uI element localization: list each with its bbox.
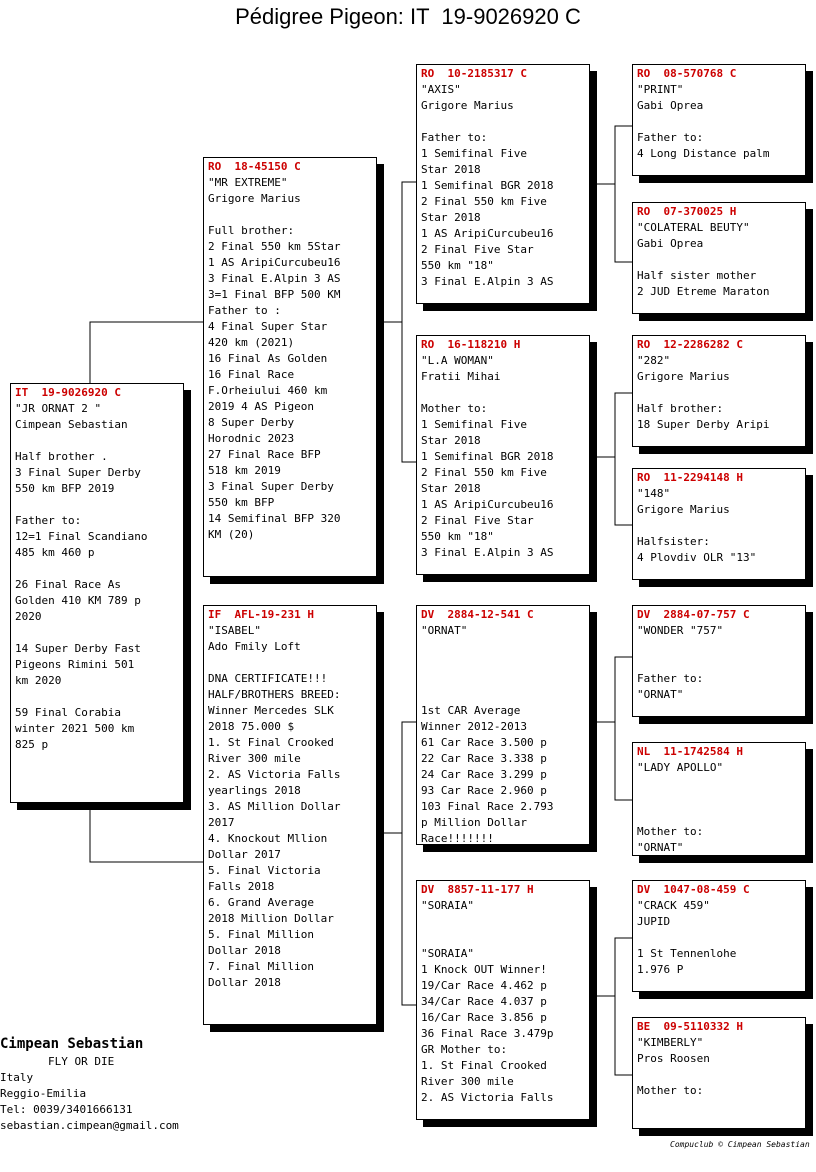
- pigeon-detail-line: [637, 252, 801, 268]
- pigeon-detail-line: [421, 930, 585, 946]
- pigeon-detail-line: 3 Final E.Alpin 3 AS: [208, 272, 341, 285]
- pigeon-details: [15, 401, 179, 753]
- pigeon-detail-line: [637, 930, 801, 946]
- pigeon-detail-line: 2. AS Victoria Falls: [421, 1091, 554, 1104]
- pigeon-detail-line: [421, 639, 585, 655]
- pigeon-detail-line: [637, 518, 801, 534]
- pigeon-detail-line: 3 Final E.Alpin 3 AS: [421, 275, 554, 288]
- pigeon-detail-line: 3 Final E.Alpin 3 AS: [421, 546, 554, 559]
- pigeon-detail-line: 93 Car Race 2.960 p: [421, 784, 547, 797]
- pigeon-detail-line: Gabi Oprea: [637, 237, 704, 250]
- pigeon-detail-line: 1. St Final Crooked: [208, 736, 334, 749]
- pigeon-details: [637, 898, 801, 978]
- pigeon-detail-line: Star 2018: [421, 163, 481, 176]
- pigeon-detail-line: 4 Long Distance palm: [637, 147, 770, 160]
- pigeon-details: [637, 82, 801, 162]
- pigeon-detail-line: Father to:: [637, 131, 704, 144]
- pigeon-card-dam-dam: [416, 880, 590, 1120]
- pigeon-details: [637, 353, 801, 433]
- pigeon-detail-line: 26 Final Race As: [15, 578, 121, 591]
- pigeon-details: [637, 486, 801, 566]
- breeder-name: Cimpean Sebastian: [0, 1036, 144, 1052]
- pigeon-detail-line: [421, 687, 585, 703]
- pigeon-detail-line: "WONDER "757": [637, 624, 724, 637]
- pigeon-details: [421, 898, 585, 1106]
- ring-number: RO 10-2185317 C: [421, 67, 527, 80]
- pigeon-detail-line: "AXIS": [421, 83, 461, 96]
- pigeon-detail-line: 6. Grand Average: [208, 896, 314, 909]
- pigeon-detail-line: Father to:: [421, 131, 488, 144]
- pigeon-detail-line: Mother to:: [637, 1084, 704, 1097]
- pigeon-detail-line: 5. Final Victoria: [208, 864, 321, 877]
- pigeon-detail-line: 103 Final Race 2.793: [421, 800, 554, 813]
- pigeon-detail-line: [421, 914, 585, 930]
- ring-number: DV 2884-12-541 C: [421, 608, 534, 621]
- pigeon-card-sire-sire: [416, 64, 590, 304]
- pigeon-detail-line: DNA CERTIFICATE!!!: [208, 672, 328, 685]
- pigeon-detail-line: 4 Plovdiv OLR "13": [637, 551, 757, 564]
- pigeon-detail-line: 2018 75.000 $: [208, 720, 295, 733]
- pigeon-detail-line: km 2020: [15, 674, 62, 687]
- pigeon-detail-line: [637, 792, 801, 808]
- pigeon-card-sire-sire-dam: [632, 202, 806, 314]
- pigeon-detail-line: Grigore Marius: [208, 192, 301, 205]
- pigeon-detail-line: 1. St Final Crooked: [421, 1059, 547, 1072]
- pigeon-detail-line: 1 St Tennenlohe: [637, 947, 737, 960]
- pigeon-detail-line: "148": [637, 487, 671, 500]
- pigeon-detail-line: Pros Roosen: [637, 1052, 710, 1065]
- pigeon-detail-line: KM (20): [208, 528, 255, 541]
- ring-number: DV 8857-11-177 H: [421, 883, 534, 896]
- pigeon-detail-line: Falls 2018: [208, 880, 275, 893]
- pigeon-detail-line: "JR ORNAT 2 ": [15, 402, 102, 415]
- pigeon-detail-line: 2 Final Five Star: [421, 514, 534, 527]
- pigeon-detail-line: [208, 655, 372, 671]
- pigeon-detail-line: 59 Final Corabia: [15, 706, 121, 719]
- pigeon-detail-line: p Million Dollar: [421, 816, 527, 829]
- ring-number: RO 11-2294148 H: [637, 471, 743, 484]
- pigeon-detail-line: 1 Knock OUT Winner!: [421, 963, 547, 976]
- pigeon-detail-line: 550 km "18": [421, 530, 494, 543]
- pigeon-detail-line: GR Mother to:: [421, 1043, 508, 1056]
- pigeon-detail-line: 2018 Million Dollar: [208, 912, 334, 925]
- pigeon-detail-line: 518 km 2019: [208, 464, 281, 477]
- pigeon-details: [637, 220, 801, 300]
- pigeon-detail-line: Dollar 2017: [208, 848, 281, 861]
- pigeon-detail-line: Father to:: [637, 672, 704, 685]
- pigeon-detail-line: Golden 410 KM 789 p: [15, 594, 141, 607]
- pigeon-detail-line: Dollar 2018: [208, 944, 281, 957]
- pigeon-detail-line: Mother to:: [421, 402, 488, 415]
- ring-number: IF AFL-19-231 H: [208, 608, 314, 621]
- pigeon-detail-line: "ORNAT": [637, 841, 684, 854]
- pigeon-detail-line: 1 Semifinal Five: [421, 147, 527, 160]
- pigeon-card-sire-dam-dam: [632, 468, 806, 580]
- pigeon-details: [637, 623, 801, 703]
- pigeon-detail-line: Cimpean Sebastian: [15, 418, 128, 431]
- pigeon-detail-line: 2 Final 550 km Five: [421, 466, 547, 479]
- pigeon-detail-line: 3. AS Million Dollar: [208, 800, 341, 813]
- pigeon-detail-line: [421, 114, 585, 130]
- pigeon-detail-line: 5. Final Million: [208, 928, 314, 941]
- pigeon-card-dam-sire-sire: [632, 605, 806, 717]
- pigeon-detail-line: 16/Car Race 3.856 p: [421, 1011, 547, 1024]
- pigeon-detail-line: winter 2021 500 km: [15, 722, 135, 735]
- pigeon-detail-line: 2 Final 550 km 5Star: [208, 240, 341, 253]
- pigeon-detail-line: Grigore Marius: [421, 99, 514, 112]
- pigeon-detail-line: 1 Semifinal BGR 2018: [421, 179, 554, 192]
- pigeon-detail-line: 1 AS AripiCurcubeu16: [421, 498, 554, 511]
- pigeon-detail-line: 1 AS AripiCurcubeu16: [208, 256, 341, 269]
- pigeon-detail-line: 2 JUD Etreme Maraton: [637, 285, 770, 298]
- pigeon-card-sire-dam-sire: [632, 335, 806, 447]
- pigeon-detail-line: Star 2018: [421, 211, 481, 224]
- pigeon-detail-line: [15, 433, 179, 449]
- pigeon-detail-line: 2017: [208, 816, 235, 829]
- pigeon-detail-line: 1 AS AripiCurcubeu16: [421, 227, 554, 240]
- pigeon-detail-line: [15, 689, 179, 705]
- pigeon-detail-line: "ORNAT": [637, 688, 684, 701]
- pigeon-detail-line: 18 Super Derby Aripi: [637, 418, 770, 431]
- pigeon-detail-line: [637, 776, 801, 792]
- pigeon-detail-line: yearlings 2018: [208, 784, 301, 797]
- breeder-phone: Tel: 0039/3401666131: [0, 1103, 133, 1116]
- pigeon-card-dam-sire: [416, 605, 590, 845]
- pigeon-detail-line: Half brother .: [15, 450, 108, 463]
- breeder-email: sebastian.cimpean@gmail.com: [0, 1119, 179, 1132]
- pigeon-detail-line: 16 Final As Golden: [208, 352, 328, 365]
- pigeon-detail-line: 19/Car Race 4.462 p: [421, 979, 547, 992]
- pigeon-detail-line: River 300 mile: [421, 1075, 514, 1088]
- pigeon-details: [637, 1035, 801, 1099]
- ring-number: BE 09-5110332 H: [637, 1020, 743, 1033]
- pigeon-detail-line: 14 Semifinal BFP 320: [208, 512, 341, 525]
- pigeon-detail-line: "SORAIA": [421, 899, 474, 912]
- pigeon-detail-line: 8 Super Derby: [208, 416, 295, 429]
- pigeon-detail-line: 1st CAR Average: [421, 704, 521, 717]
- pigeon-details: [208, 175, 372, 543]
- pigeon-card-dam-dam-sire: [632, 880, 806, 992]
- pigeon-detail-line: 3 Final Super Derby: [208, 480, 334, 493]
- ring-number: RO 16-118210 H: [421, 338, 521, 351]
- pigeon-detail-line: "ORNAT": [421, 624, 468, 637]
- pigeon-detail-line: 4 Final Super Star: [208, 320, 328, 333]
- pigeon-detail-line: "PRINT": [637, 83, 684, 96]
- page-title: Pédigree Pigeon: IT 19-9026920 C: [235, 4, 581, 29]
- pigeon-card-dam-dam-dam: [632, 1017, 806, 1129]
- pigeon-detail-line: Full brother:: [208, 224, 295, 237]
- breeder-region: Reggio-Emilia: [0, 1087, 87, 1100]
- pigeon-detail-line: Winner Mercedes SLK: [208, 704, 334, 717]
- pigeon-detail-line: [421, 655, 585, 671]
- pigeon-detail-line: [637, 808, 801, 824]
- ring-number: RO 12-2286282 C: [637, 338, 743, 351]
- pigeon-detail-line: 4. Knockout Mllion: [208, 832, 328, 845]
- ring-number: NL 11-1742584 H: [637, 745, 743, 758]
- pigeon-detail-line: [421, 671, 585, 687]
- ring-number: DV 1047-08-459 C: [637, 883, 750, 896]
- pigeon-detail-line: 420 km (2021): [208, 336, 295, 349]
- pigeon-detail-line: "SORAIA": [421, 947, 474, 960]
- pigeon-detail-line: Grigore Marius: [637, 503, 730, 516]
- pigeon-detail-line: [637, 1067, 801, 1083]
- software-credit: Compuclub © Cimpean Sebastian: [670, 1140, 810, 1149]
- pigeon-detail-line: 485 km 460 p: [15, 546, 95, 559]
- pigeon-details: [208, 623, 372, 991]
- ring-number: IT 19-9026920 C: [15, 386, 121, 399]
- breeder-info: [0, 1034, 179, 1134]
- ring-number: RO 08-570768 C: [637, 67, 737, 80]
- pigeon-details: [421, 623, 585, 845]
- pigeon-details: [421, 353, 585, 561]
- pigeon-detail-line: 22 Car Race 3.338 p: [421, 752, 547, 765]
- pigeon-detail-line: 2 Final Five Star: [421, 243, 534, 256]
- pigeon-detail-line: 7. Final Million: [208, 960, 314, 973]
- pigeon-details: [421, 82, 585, 290]
- pigeon-detail-line: Star 2018: [421, 482, 481, 495]
- pigeon-detail-line: Horodnic 2023: [208, 432, 295, 445]
- pigeon-detail-line: 550 km "18": [421, 259, 494, 272]
- pigeon-detail-line: "LADY APOLLO": [637, 761, 724, 774]
- pigeon-detail-line: Half brother:: [637, 402, 724, 415]
- pigeon-detail-line: "ISABEL": [208, 624, 261, 637]
- pigeon-detail-line: Grigore Marius: [637, 370, 730, 383]
- pigeon-card-dam: [203, 605, 377, 1025]
- pigeon-detail-line: JUPID: [637, 915, 671, 928]
- pigeon-detail-line: 12=1 Final Scandiano: [15, 530, 148, 543]
- pigeon-detail-line: Father to:: [15, 514, 82, 527]
- pigeon-detail-line: "MR EXTREME": [208, 176, 288, 189]
- breeder-motto: FLY OR DIE: [48, 1055, 115, 1068]
- pigeon-card-dam-sire-dam: [632, 742, 806, 856]
- pigeon-detail-line: F.Orheiului 460 km: [208, 384, 328, 397]
- pigeon-detail-line: 2 Final 550 km Five: [421, 195, 547, 208]
- ring-number: RO 07-370025 H: [637, 205, 737, 218]
- pigeon-detail-line: HALF/BROTHERS BREED:: [208, 688, 341, 701]
- pigeon-detail-line: [637, 639, 801, 655]
- pigeon-detail-line: [637, 655, 801, 671]
- ring-number: RO 18-45150 C: [208, 160, 301, 173]
- pigeon-detail-line: Gabi Oprea: [637, 99, 704, 112]
- pigeon-detail-line: [208, 207, 372, 223]
- pigeon-detail-line: [15, 497, 179, 513]
- pigeon-detail-line: "L.A WOMAN": [421, 354, 494, 367]
- pigeon-detail-line: "KIMBERLY": [637, 1036, 704, 1049]
- ring-number: DV 2884-07-757 C: [637, 608, 750, 621]
- pigeon-detail-line: Dollar 2018: [208, 976, 281, 989]
- pigeon-detail-line: 2019 4 AS Pigeon: [208, 400, 314, 413]
- pigeon-detail-line: Pigeons Rimini 501: [15, 658, 135, 671]
- pigeon-detail-line: "COLATERAL BEUTY": [637, 221, 750, 234]
- pigeon-detail-line: 550 km BFP 2019: [15, 482, 115, 495]
- pigeon-card-subject: [10, 383, 184, 803]
- pigeon-detail-line: "282": [637, 354, 671, 367]
- pigeon-card-sire-dam: [416, 335, 590, 575]
- pigeon-detail-line: 36 Final Race 3.479p: [421, 1027, 554, 1040]
- pigeon-detail-line: Half sister mother: [637, 269, 757, 282]
- pigeon-detail-line: 2020: [15, 610, 42, 623]
- pigeon-detail-line: 2. AS Victoria Falls: [208, 768, 341, 781]
- pigeon-detail-line: [421, 385, 585, 401]
- pigeon-detail-line: 1 Semifinal Five: [421, 418, 527, 431]
- pigeon-detail-line: 27 Final Race BFP: [208, 448, 321, 461]
- pigeon-detail-line: [15, 561, 179, 577]
- pigeon-detail-line: 14 Super Derby Fast: [15, 642, 141, 655]
- pigeon-detail-line: River 300 mile: [208, 752, 301, 765]
- pigeon-detail-line: 3=1 Final BFP 500 KM: [208, 288, 341, 301]
- pigeon-detail-line: 550 km BFP: [208, 496, 275, 509]
- pigeon-detail-line: 1.976 P: [637, 963, 684, 976]
- pigeon-detail-line: 61 Car Race 3.500 p: [421, 736, 547, 749]
- pigeon-detail-line: 34/Car Race 4.037 p: [421, 995, 547, 1008]
- pigeon-detail-line: Ado Fmily Loft: [208, 640, 301, 653]
- breeder-country: Italy: [0, 1071, 34, 1084]
- pigeon-detail-line: Mother to:: [637, 825, 704, 838]
- pigeon-detail-line: "CRACK 459": [637, 899, 710, 912]
- pigeon-detail-line: 825 p: [15, 738, 49, 751]
- pigeon-detail-line: 1 Semifinal BGR 2018: [421, 450, 554, 463]
- pigeon-detail-line: Father to :: [208, 304, 281, 317]
- pigeon-detail-line: 24 Car Race 3.299 p: [421, 768, 547, 781]
- pigeon-detail-line: 3 Final Super Derby: [15, 466, 141, 479]
- pigeon-card-sire-sire-sire: [632, 64, 806, 176]
- pigeon-detail-line: [637, 114, 801, 130]
- pigeon-detail-line: Fratii Mihai: [421, 370, 501, 383]
- pigeon-detail-line: 16 Final Race: [208, 368, 295, 381]
- pigeon-detail-line: [637, 385, 801, 401]
- pigeon-detail-line: [15, 625, 179, 641]
- pigeon-detail-line: Halfsister:: [637, 535, 710, 548]
- pigeon-detail-line: Star 2018: [421, 434, 481, 447]
- pigeon-details: [637, 760, 801, 856]
- pigeon-detail-line: Race!!!!!!!: [421, 832, 494, 845]
- pigeon-detail-line: Winner 2012-2013: [421, 720, 527, 733]
- pigeon-card-sire: [203, 157, 377, 577]
